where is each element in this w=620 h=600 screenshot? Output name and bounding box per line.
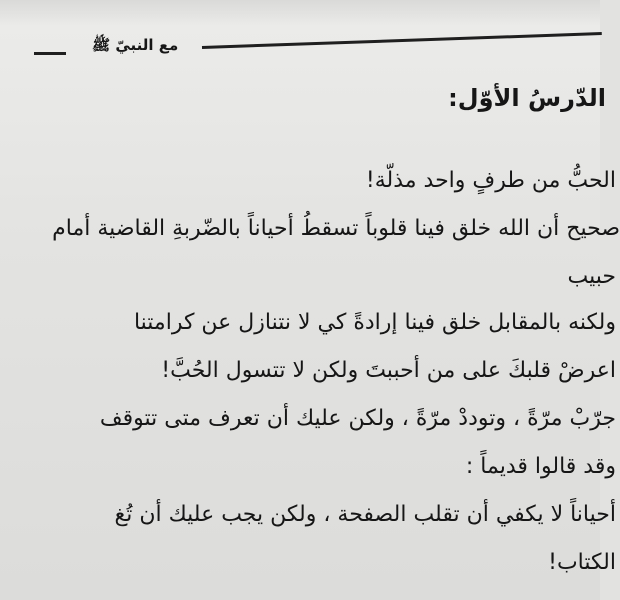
text-line: وقد قالوا قديماً :: [465, 454, 616, 479]
text-line: اعرضْ قلبكَ على من أحببتَ ولكن لا تتسول الحُبَّ!: [161, 358, 616, 383]
running-header: مع النبيّ ﷺ: [92, 36, 179, 54]
text-line: ولكنه بالمقابل خلق فينا إرادةً كي لا نتنازل عن كرامتنا: [133, 310, 616, 335]
header-rule-right: [202, 32, 602, 49]
text-line: صحيح أن الله خلق فينا قلوباً تسقطُ أحياناً بالضّربةِ القاضية أمام: [52, 216, 620, 241]
text-line: أحياناً لا يكفي أن تقلب الصفحة ، ولكن يجب عليك أن تُغ: [114, 502, 616, 527]
text-line: الكتاب!: [548, 550, 616, 575]
text-line: حبيب: [567, 264, 616, 289]
page-top-shadow: [0, 0, 600, 26]
header-rule-left: [34, 52, 66, 55]
lesson-title: الدّرسُ الأوّل:: [448, 84, 606, 112]
text-line: جرّبْ مرّةً ، وتوددْ مرّةً ، ولكن عليك أن تعرف متى تتوقف: [99, 406, 616, 431]
text-line: الحبُّ من طرفٍ واحد مذلّة!: [365, 168, 616, 193]
